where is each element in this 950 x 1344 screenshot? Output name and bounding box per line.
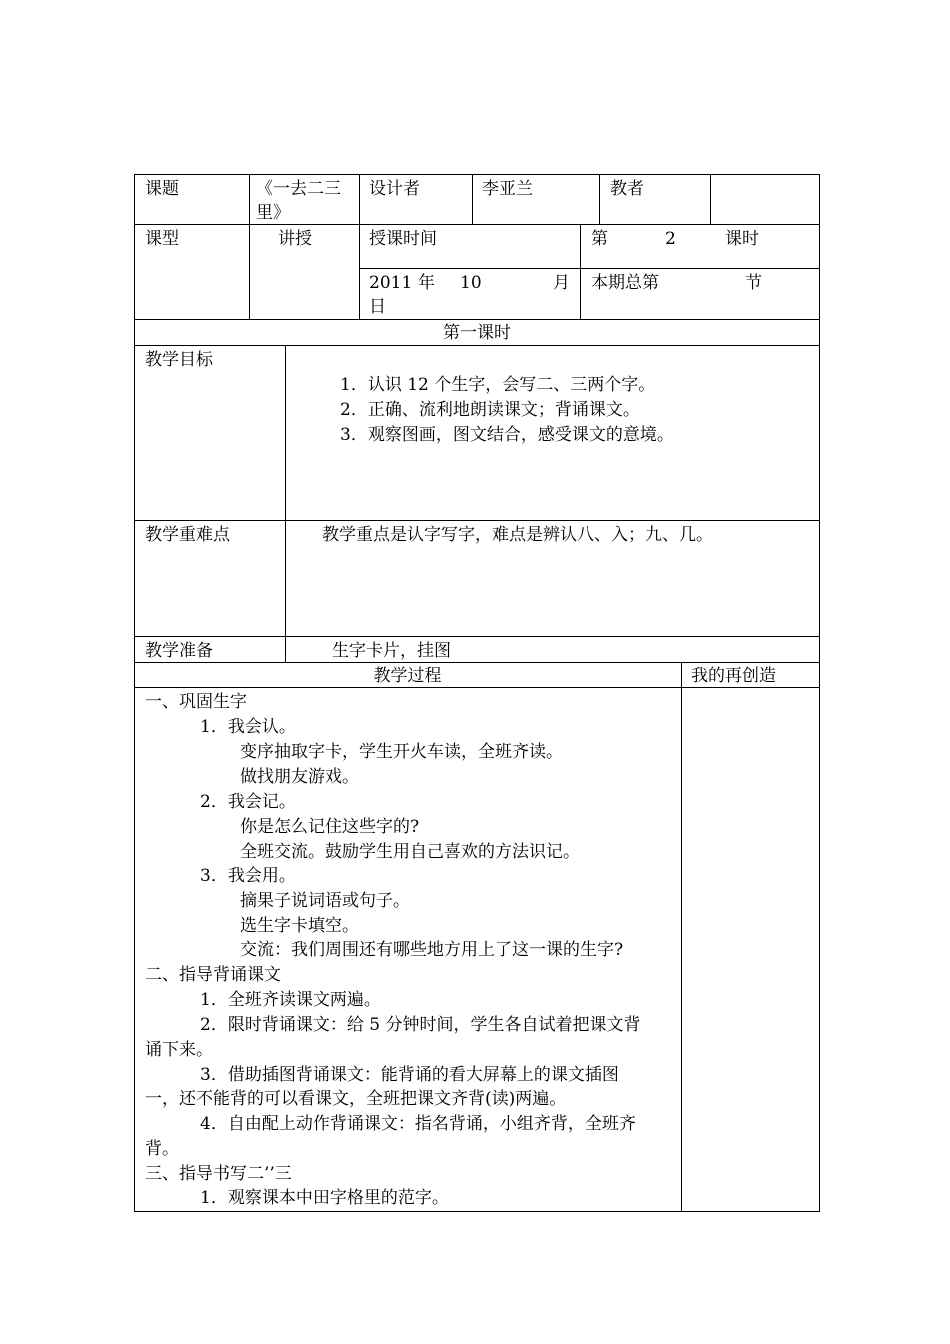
preparation-label: 教学准备 <box>145 641 213 661</box>
process-line: 诵下来。 <box>145 1040 213 1060</box>
process-line: 全班交流。鼓励学生用自己喜欢的方法识记。 <box>240 842 580 862</box>
process-header: 教学过程 <box>373 666 442 686</box>
border-row1-bottom <box>134 224 820 225</box>
type-label: 课型 <box>145 229 179 249</box>
process-line: 三、指导书写二’’三 <box>145 1164 292 1184</box>
designer-label: 设计者 <box>369 179 420 199</box>
process-line: 做找朋友游戏。 <box>240 767 359 787</box>
process-line: 摘果子说词语或句子。 <box>240 891 410 911</box>
objective-item: 3．观察图画，图文结合，感受课文的意境。 <box>340 425 674 445</box>
process-line: 3．我会用。 <box>200 866 296 886</box>
period-prefix: 第 <box>591 229 608 249</box>
process-line: 二、指导背诵课文 <box>145 965 281 985</box>
process-line: 2．我会记。 <box>200 792 296 812</box>
process-line: 选生字卡填空。 <box>240 916 359 936</box>
border-side-col <box>681 662 682 1212</box>
process-line: 1．观察课本中田字格里的范字。 <box>200 1188 449 1208</box>
objective-item: 1．认识 12 个生字，会写二、三两个字。 <box>340 375 656 395</box>
border-time-bottom <box>359 268 820 269</box>
process-line: 1．全班齐读课文两遍。 <box>200 990 381 1010</box>
keypoints-text: 教学重点是认字写字，难点是辨认八、入；九、几。 <box>322 525 713 545</box>
section-title: 第一课时 <box>443 323 511 343</box>
date-month: 10 <box>460 273 482 293</box>
objective-item: 2．正确、流利地朗读课文；背诵课文。 <box>340 400 640 420</box>
process-line: 一，还不能背的可以看课文，全班把课文齐背(读)两遍。 <box>145 1089 567 1109</box>
date-year-unit: 年 <box>418 273 435 293</box>
process-line: 背。 <box>145 1139 179 1159</box>
period-number: 2 <box>665 229 676 249</box>
border-col-period <box>580 224 581 320</box>
border-prep-bottom <box>134 662 820 663</box>
border-objectives-bottom <box>134 520 820 521</box>
objectives-label: 教学目标 <box>145 350 213 370</box>
border-col4-row1 <box>599 174 600 225</box>
period-suffix: 课时 <box>725 229 759 249</box>
border-bottom <box>134 1211 820 1212</box>
side-header: 我的再创造 <box>691 666 776 686</box>
process-line: 1．我会认。 <box>200 717 296 737</box>
process-line: 一、巩固生字 <box>145 692 247 712</box>
date-month-unit: 月 <box>553 273 570 293</box>
keypoints-label: 教学重难点 <box>145 525 230 545</box>
time-label: 授课时间 <box>369 229 437 249</box>
topic-value-line1: 《一去二三 <box>256 179 341 199</box>
process-line: 你是怎么记住这些字的? <box>240 817 420 837</box>
process-line: 交流：我们周围还有哪些地方用上了这一课的生字? <box>240 940 624 960</box>
process-line: 2．限时背诵课文：给 5 分钟时间，学生各自试着把课文背 <box>200 1015 641 1035</box>
process-line: 4．自由配上动作背诵课文：指名背诵，小组齐背，全班齐 <box>200 1114 636 1134</box>
border-col3-row1 <box>472 174 473 225</box>
date-day-unit: 日 <box>369 297 386 317</box>
total-unit: 节 <box>745 273 762 293</box>
date-year: 2011 <box>369 273 413 293</box>
border-row2-bottom <box>134 319 820 320</box>
process-line: 变序抽取字卡，学生开火车读，全班齐读。 <box>240 742 563 762</box>
border-col5-row1 <box>710 174 711 225</box>
border-top <box>134 174 820 175</box>
designer-value: 李亚兰 <box>482 179 533 199</box>
process-line: 3．借助插图背诵课文：能背诵的看大屏幕上的课文插图 <box>200 1065 619 1085</box>
type-value: 讲授 <box>278 229 312 249</box>
teacher-label: 教者 <box>610 179 644 199</box>
border-col1 <box>249 174 250 320</box>
preparation-text: 生字卡片，挂图 <box>332 641 451 661</box>
total-label: 本期总第 <box>591 273 659 293</box>
border-section-bottom <box>134 345 820 346</box>
border-keypoints-bottom <box>134 636 820 637</box>
topic-value-line2: 里》 <box>256 203 290 223</box>
border-label-col <box>285 345 286 663</box>
border-col2 <box>359 174 360 320</box>
topic-label: 课题 <box>145 179 179 199</box>
